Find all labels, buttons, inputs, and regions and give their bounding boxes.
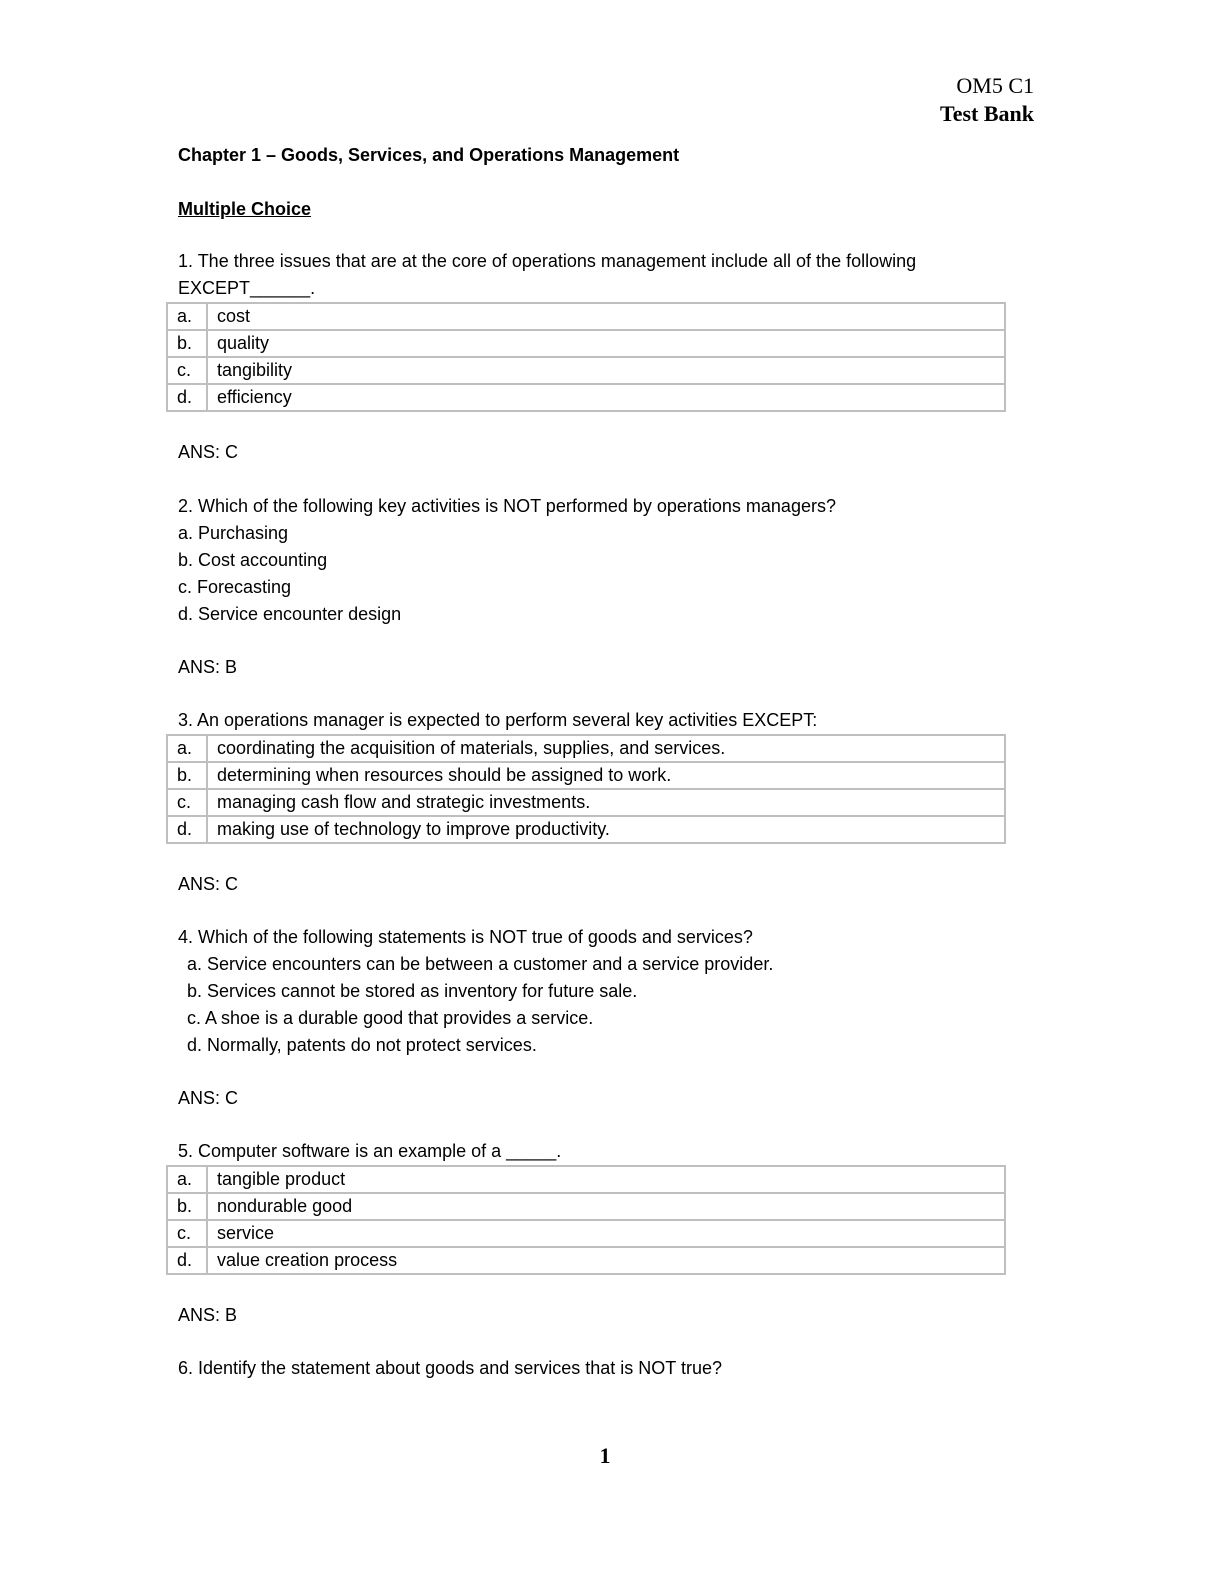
option-text: making use of technology to improve productivity.: [207, 816, 1005, 843]
option-text: coordinating the acquisition of materials, supplies, and services.: [207, 735, 1005, 762]
option-text: quality: [207, 330, 1005, 357]
answer: ANS: C: [178, 1088, 239, 1108]
page-number: 1: [599, 1443, 611, 1468]
option-letter: d.: [167, 384, 207, 411]
option-letter: c.: [167, 357, 207, 384]
option-text: cost: [207, 303, 1005, 330]
answer: ANS: C: [178, 874, 239, 894]
option-text: b. Cost accounting: [178, 550, 328, 570]
option-row: [167, 762, 1005, 789]
option-row: [167, 1166, 1005, 1193]
option-text: c. A shoe is a durable good that provides a service.: [187, 1008, 594, 1028]
document-type: Test Bank: [940, 101, 1034, 126]
option-row: [167, 1220, 1005, 1247]
answer: ANS: B: [178, 657, 238, 677]
option-letter: c.: [167, 789, 207, 816]
option-text: efficiency: [207, 384, 1005, 411]
option-row: [167, 384, 1005, 411]
question-6: [178, 1355, 1008, 1382]
answer: ANS: C: [178, 442, 239, 462]
question-stem: 6. Identify the statement about goods and services that is NOT true?: [178, 1358, 722, 1378]
option-row: [167, 789, 1005, 816]
options-table: [166, 734, 1006, 844]
question-stem: 3. An operations manager is expected to perform several key activities EXCEPT:: [178, 710, 818, 730]
options-table: [166, 1165, 1006, 1275]
option-letter: a.: [167, 1166, 207, 1193]
question-3: [178, 707, 1008, 898]
option-letter: a.: [167, 303, 207, 330]
option-row: [167, 357, 1005, 384]
option-text: a. Purchasing: [178, 523, 289, 543]
option-row: [167, 330, 1005, 357]
option-text: tangible product: [207, 1166, 1005, 1193]
option-row: [167, 816, 1005, 843]
question-4: [178, 924, 1008, 1112]
option-row: [167, 1193, 1005, 1220]
option-text: nondurable good: [207, 1193, 1005, 1220]
question-stem: 5. Computer software is an example of a _____.: [178, 1141, 562, 1161]
question-stem: 2. Which of the following key activities is NOT performed by operations managers?: [178, 496, 836, 516]
question-stem: 1. The three issues that are at the core of operations management include all of the following: [178, 251, 917, 271]
question-5: [178, 1138, 1008, 1329]
chapter-title: Chapter 1 – Goods, Services, and Operations Management: [178, 145, 680, 165]
option-text: managing cash flow and strategic investments.: [207, 789, 1005, 816]
option-letter: b.: [167, 330, 207, 357]
option-text: value creation process: [207, 1247, 1005, 1274]
option-letter: d.: [167, 1247, 207, 1274]
document-body: [178, 142, 1008, 1382]
option-text: d. Normally, patents do not protect services.: [187, 1035, 537, 1055]
option-text: tangibility: [207, 357, 1005, 384]
option-row: [167, 303, 1005, 330]
option-text: c. Forecasting: [178, 577, 292, 597]
option-text: service: [207, 1220, 1005, 1247]
document-header: [940, 72, 1034, 128]
option-letter: c.: [167, 1220, 207, 1247]
option-text: b. Services cannot be stored as inventory for future sale.: [187, 981, 638, 1001]
option-letter: d.: [167, 816, 207, 843]
question-2: [178, 493, 1008, 681]
question-stem-cont: EXCEPT______.: [178, 278, 316, 298]
option-letter: b.: [167, 762, 207, 789]
option-row: [167, 735, 1005, 762]
option-letter: a.: [167, 735, 207, 762]
option-row: [167, 1247, 1005, 1274]
options-table: [166, 302, 1006, 412]
option-text: a. Service encounters can be between a customer and a service provider.: [187, 954, 774, 974]
option-letter: b.: [167, 1193, 207, 1220]
answer: ANS: B: [178, 1305, 238, 1325]
option-text: d. Service encounter design: [178, 604, 402, 624]
section-title: Multiple Choice: [178, 199, 312, 219]
question-1: [178, 248, 1008, 466]
course-code: OM5 C1: [956, 73, 1034, 98]
option-text: determining when resources should be assigned to work.: [207, 762, 1005, 789]
question-stem: 4. Which of the following statements is NOT true of goods and services?: [178, 927, 753, 947]
